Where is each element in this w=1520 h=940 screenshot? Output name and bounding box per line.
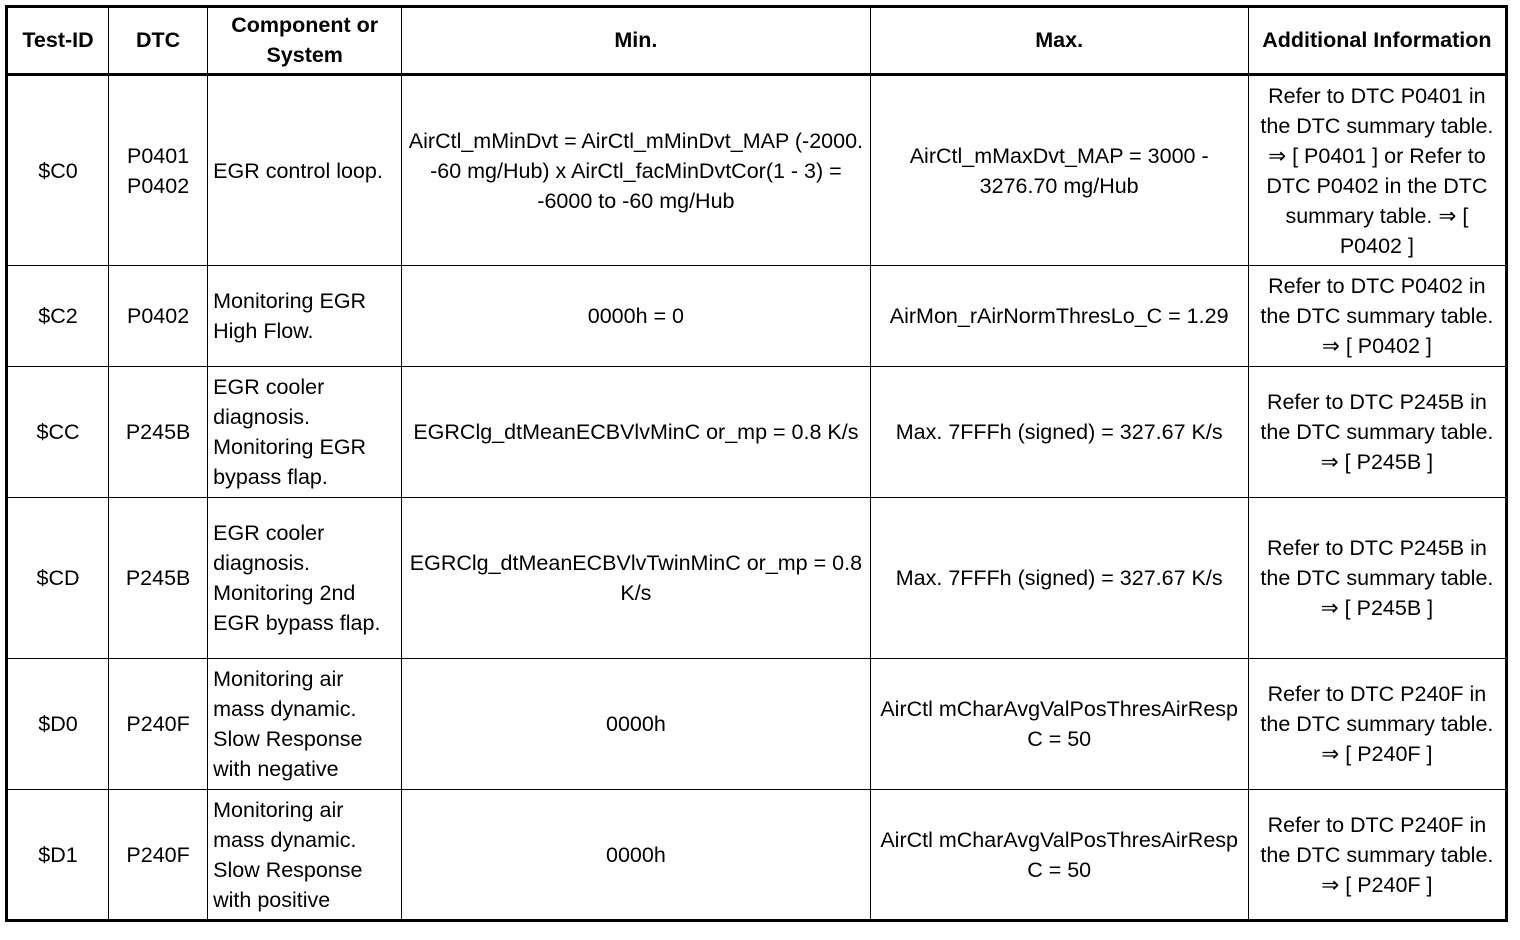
cell-info: Refer to DTC P0402 in the DTC summary table. ⇒ [ P0402 ] xyxy=(1248,266,1506,367)
cell-info: Refer to DTC P240F in the DTC summary table. ⇒ [ P240F ] xyxy=(1248,790,1506,921)
cell-info: Refer to DTC P245B in the DTC summary table. ⇒ [ P245B ] xyxy=(1248,367,1506,498)
table-row xyxy=(7,790,1507,921)
cell-max: Max. 7FFFh (signed) = 327.67 K/s xyxy=(870,367,1248,498)
cell-min: 0000h = 0 xyxy=(402,266,870,367)
table-header xyxy=(7,7,1507,75)
header-test-id: Test-ID xyxy=(7,7,109,75)
cell-info: Refer to DTC P240F in the DTC summary table. ⇒ [ P240F ] xyxy=(1248,659,1506,790)
cell-max: AirCtl_mMaxDvt_MAP = 3000 - 3276.70 mg/Hub xyxy=(870,75,1248,266)
cell-test-id: $D1 xyxy=(7,790,109,921)
cell-component: Monitoring EGR High Flow. xyxy=(208,266,402,367)
cell-max: AirCtl mCharAvgValPosThresAirResp C = 50 xyxy=(870,790,1248,921)
document-page xyxy=(5,5,1508,922)
cell-test-id: $C0 xyxy=(7,75,109,266)
cell-min: 0000h xyxy=(402,659,870,790)
cell-dtc: P245B xyxy=(109,498,208,659)
table-row xyxy=(7,659,1507,790)
cell-min: EGRClg_dtMeanECBVlvMinC or_mp = 0.8 K/s xyxy=(402,367,870,498)
cell-component: EGR cooler diagnosis. Monitoring EGR bypass flap. xyxy=(208,367,402,498)
obd-test-table xyxy=(5,5,1508,922)
header-max: Max. xyxy=(870,7,1248,75)
header-component: Component or System xyxy=(208,7,402,75)
table-row xyxy=(7,367,1507,498)
cell-dtc: P0401 P0402 xyxy=(109,75,208,266)
cell-max: Max. 7FFFh (signed) = 327.67 K/s xyxy=(870,498,1248,659)
cell-component: EGR control loop. xyxy=(208,75,402,266)
cell-min: 0000h xyxy=(402,790,870,921)
cell-test-id: $CC xyxy=(7,367,109,498)
cell-dtc: P0402 xyxy=(109,266,208,367)
cell-min: AirCtl_mMinDvt = AirCtl_mMinDvt_MAP (-2000. -60 mg/Hub) x AirCtl_facMinDvtCor(1 - 3) = -6000 to -60 mg/Hub xyxy=(402,75,870,266)
table-body xyxy=(7,75,1507,921)
table-row xyxy=(7,75,1507,266)
cell-dtc: P240F xyxy=(109,659,208,790)
table-row xyxy=(7,498,1507,659)
cell-dtc: P245B xyxy=(109,367,208,498)
cell-info: Refer to DTC P245B in the DTC summary table. ⇒ [ P245B ] xyxy=(1248,498,1506,659)
header-dtc: DTC xyxy=(109,7,208,75)
cell-component-text: Monitoring air mass dynamic. Slow Response with negative xyxy=(213,667,363,781)
cell-test-id: $C2 xyxy=(7,266,109,367)
cell-component-text: Monitoring air mass dynamic. Slow Response with positive xyxy=(213,797,363,912)
header-info: Additional Information xyxy=(1248,7,1506,75)
cell-test-id: $CD xyxy=(7,498,109,659)
table-row xyxy=(7,266,1507,367)
cell-min: EGRClg_dtMeanECBVlvTwinMinC or_mp = 0.8 K/s xyxy=(402,498,870,659)
cell-component xyxy=(208,659,402,790)
cell-dtc: P240F xyxy=(109,790,208,921)
cell-component: EGR cooler diagnosis. Monitoring 2nd EGR bypass flap. xyxy=(208,498,402,659)
header-row xyxy=(7,7,1507,75)
cell-info: Refer to DTC P0401 in the DTC summary table. ⇒ [ P0401 ] or Refer to DTC P0402 in the DTC summary table. ⇒ [ P0402 ] xyxy=(1248,75,1506,266)
cell-max: AirMon_rAirNormThresLo_C = 1.29 xyxy=(870,266,1248,367)
cell-component xyxy=(208,790,402,921)
cell-max: AirCtl mCharAvgValPosThresAirResp C = 50 xyxy=(870,659,1248,790)
cell-test-id: $D0 xyxy=(7,659,109,790)
header-min: Min. xyxy=(402,7,870,75)
